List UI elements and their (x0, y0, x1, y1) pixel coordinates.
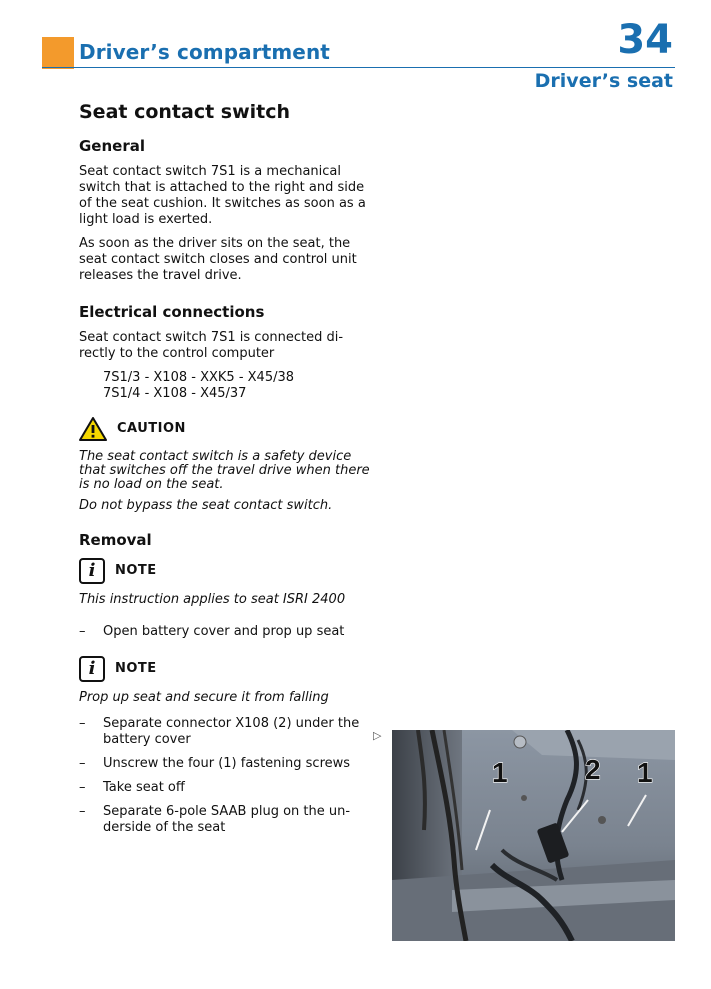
caution-label: CAUTION (117, 421, 186, 436)
info-icon: i (79, 656, 105, 682)
connection-1: 7S1/3 - X108 - XXK5 - X45/38 (103, 370, 295, 385)
electrical-paragraph: Seat contact switch 7S1 is connected di-rectly to the control computer (79, 330, 344, 361)
figure-callout-3: 1 (637, 757, 653, 788)
caution-text-2: Do not bypass the seat contact switch. (79, 498, 333, 513)
list-item: – Take seat off (79, 780, 185, 795)
step-take-seat-off: Take seat off (103, 780, 185, 795)
note-label-2: NOTE (115, 661, 157, 676)
step-separate-connector: Separate connector X108 (2) under the battery cover (103, 716, 360, 747)
header-accent-square (42, 37, 74, 69)
header-divider (42, 67, 675, 68)
heading-electrical: Electrical connections (79, 303, 265, 321)
step-separate-saab-plug: Separate 6-pole SAAB plug on the un-derside of the seat (103, 804, 351, 835)
general-paragraph-1: Seat contact switch 7S1 is a mechanical switch that is attached to the right and side of the seat cushion. It switches as soon as a light load is exerted. (79, 164, 366, 227)
figure-callout-2: 2 (585, 754, 601, 785)
heading-general: General (79, 137, 145, 155)
note-text-2: Prop up seat and secure it from falling (79, 690, 329, 705)
figure-callout-1: 1 (492, 757, 508, 788)
chapter-number: 34 (617, 17, 673, 63)
note-text-1: This instruction applies to seat ISRI 2400 (79, 592, 346, 607)
chapter-title: Driver’s seat (534, 70, 673, 92)
list-item: – Unscrew the four (1) fastening screws (79, 756, 351, 771)
note-block-2 (79, 656, 371, 682)
heading-removal: Removal (79, 531, 152, 549)
step-open-battery-cover: Open battery cover and prop up seat (103, 624, 345, 639)
list-item: – Separate connector X108 (2) under the battery cover (79, 716, 371, 748)
seat-underside-photo (392, 730, 675, 941)
figure-pointer-icon: ▷ (373, 729, 382, 742)
connection-2: 7S1/4 - X108 - X45/37 (103, 386, 247, 401)
list-item: – Separate 6-pole SAAB plug on the un-derside of the seat (79, 804, 371, 836)
step-unscrew-screws: Unscrew the four (1) fastening screws (103, 756, 351, 771)
warning-triangle-icon (79, 416, 107, 442)
page-title: Seat contact switch (79, 101, 291, 123)
section-title: Driver’s compartment (79, 40, 330, 64)
general-paragraph-2: As soon as the driver sits on the seat, the seat contact switch closes and control unit releases the travel drive. (79, 236, 357, 283)
note-label-1: NOTE (115, 563, 157, 578)
note-block-1 (79, 558, 371, 584)
main-column (79, 101, 371, 844)
list-item: – Open battery cover and prop up seat (79, 624, 345, 639)
info-icon: i (79, 558, 105, 584)
caution-block (79, 416, 371, 442)
caution-text-1: The seat contact switch is a safety device that switches off the travel drive when there is no load on the seat. (79, 449, 370, 492)
